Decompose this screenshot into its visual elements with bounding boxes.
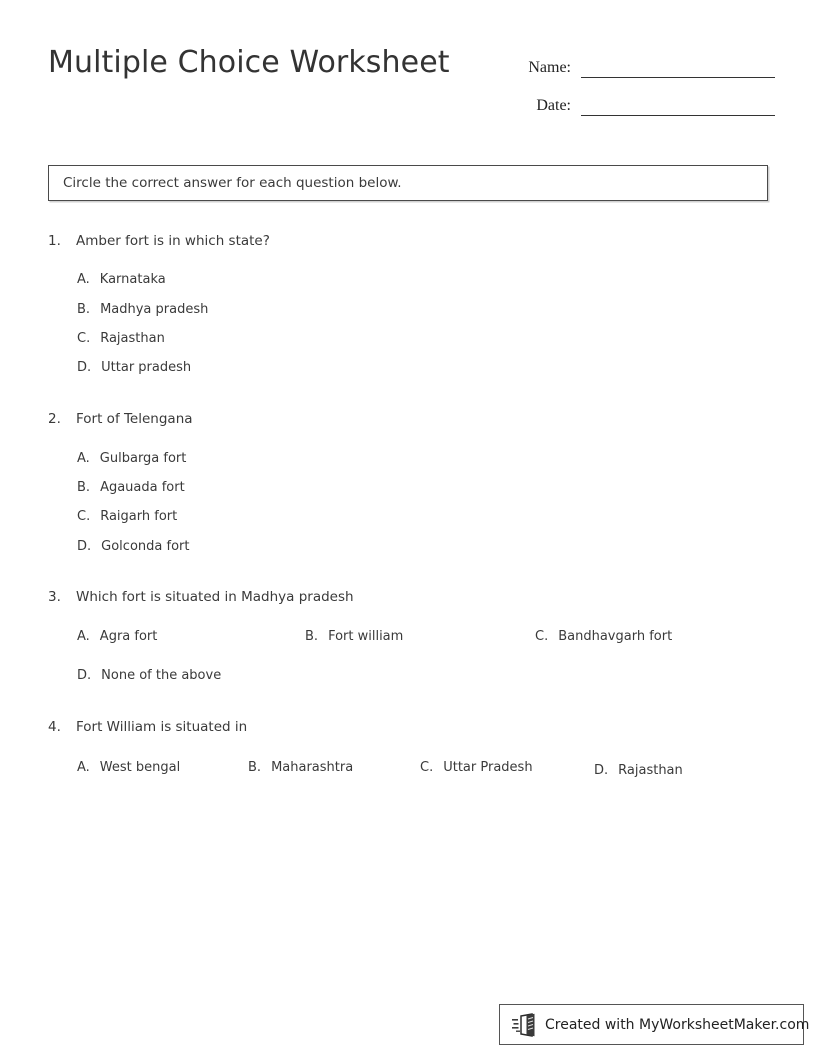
option-letter: B. (77, 480, 91, 495)
answer-option[interactable] (77, 331, 165, 346)
answer-option[interactable] (77, 629, 157, 644)
option-letter: A. (77, 272, 90, 287)
option-text: Bandhavgarh fort (558, 629, 673, 644)
answer-option[interactable] (77, 272, 166, 287)
option-text: Madhya pradesh (100, 302, 209, 317)
option-letter: D. (77, 668, 92, 683)
question-prompt (48, 411, 778, 427)
option-letter: A. (77, 629, 90, 644)
date-label: Date: (536, 97, 571, 114)
option-text: Uttar pradesh (101, 360, 192, 375)
option-letter: C. (77, 331, 91, 346)
footer-text: Created with MyWorksheetMaker.com (545, 1016, 810, 1033)
footer-badge[interactable] (499, 1004, 810, 1045)
answer-option[interactable] (77, 302, 208, 317)
answer-option[interactable] (77, 480, 185, 495)
option-letter: D. (594, 763, 609, 778)
answer-option[interactable] (77, 451, 186, 466)
instruction-banner (48, 165, 768, 201)
question-text: Fort of Telengana (76, 411, 193, 427)
option-letter: D. (77, 360, 92, 375)
question-prompt (48, 719, 778, 735)
option-text: Karnataka (99, 272, 166, 287)
question-number: 3. (48, 589, 61, 605)
option-letter: A. (77, 451, 90, 466)
option-letter: D. (77, 539, 92, 554)
option-text: Rajasthan (618, 763, 683, 778)
option-letter: C. (420, 760, 434, 775)
option-text: Golconda fort (101, 539, 190, 554)
name-input-line[interactable] (581, 57, 775, 78)
question-number: 2. (48, 411, 61, 427)
question-text: Amber fort is in which state? (76, 233, 270, 249)
date-field-row (505, 90, 775, 116)
name-field-row (505, 52, 775, 78)
answer-option[interactable] (77, 760, 180, 775)
answer-option[interactable] (420, 760, 533, 775)
answer-option[interactable] (535, 629, 672, 644)
page-title: Multiple Choice Worksheet (48, 45, 450, 80)
question-number: 4. (48, 719, 61, 735)
option-letter: B. (248, 760, 262, 775)
option-text: None of the above (101, 668, 222, 683)
option-letter: C. (77, 509, 91, 524)
answer-option[interactable] (594, 763, 683, 778)
option-text: Raigarh fort (100, 509, 178, 524)
question-prompt (48, 589, 778, 605)
option-text: Uttar Pradesh (443, 760, 533, 775)
question-text: Which fort is situated in Madhya pradesh (76, 589, 354, 605)
answer-option[interactable] (77, 509, 177, 524)
option-text: Maharashtra (271, 760, 354, 775)
question-text: Fort William is situated in (76, 719, 248, 735)
option-text: Agra fort (99, 629, 158, 644)
option-letter: B. (305, 629, 319, 644)
option-letter: A. (77, 760, 90, 775)
option-text: Fort william (328, 629, 404, 644)
instruction-text: Circle the correct answer for each question below. (63, 175, 402, 191)
question-number: 1. (48, 233, 61, 249)
answer-option[interactable] (77, 668, 221, 683)
worksheet-header (0, 0, 816, 130)
worksheet-maker-logo-icon (512, 1013, 538, 1037)
question-prompt (48, 233, 778, 249)
answer-option[interactable] (77, 360, 191, 375)
option-letter: B. (77, 302, 91, 317)
option-letter: C. (535, 629, 549, 644)
name-label: Name: (528, 59, 571, 76)
option-text: Gulbarga fort (99, 451, 187, 466)
answer-option[interactable] (305, 629, 403, 644)
option-text: West bengal (99, 760, 181, 775)
option-text: Agauada fort (100, 480, 185, 495)
date-input-line[interactable] (581, 95, 775, 116)
option-text: Rajasthan (100, 331, 165, 346)
answer-option[interactable] (248, 760, 353, 775)
answer-option[interactable] (77, 539, 189, 554)
